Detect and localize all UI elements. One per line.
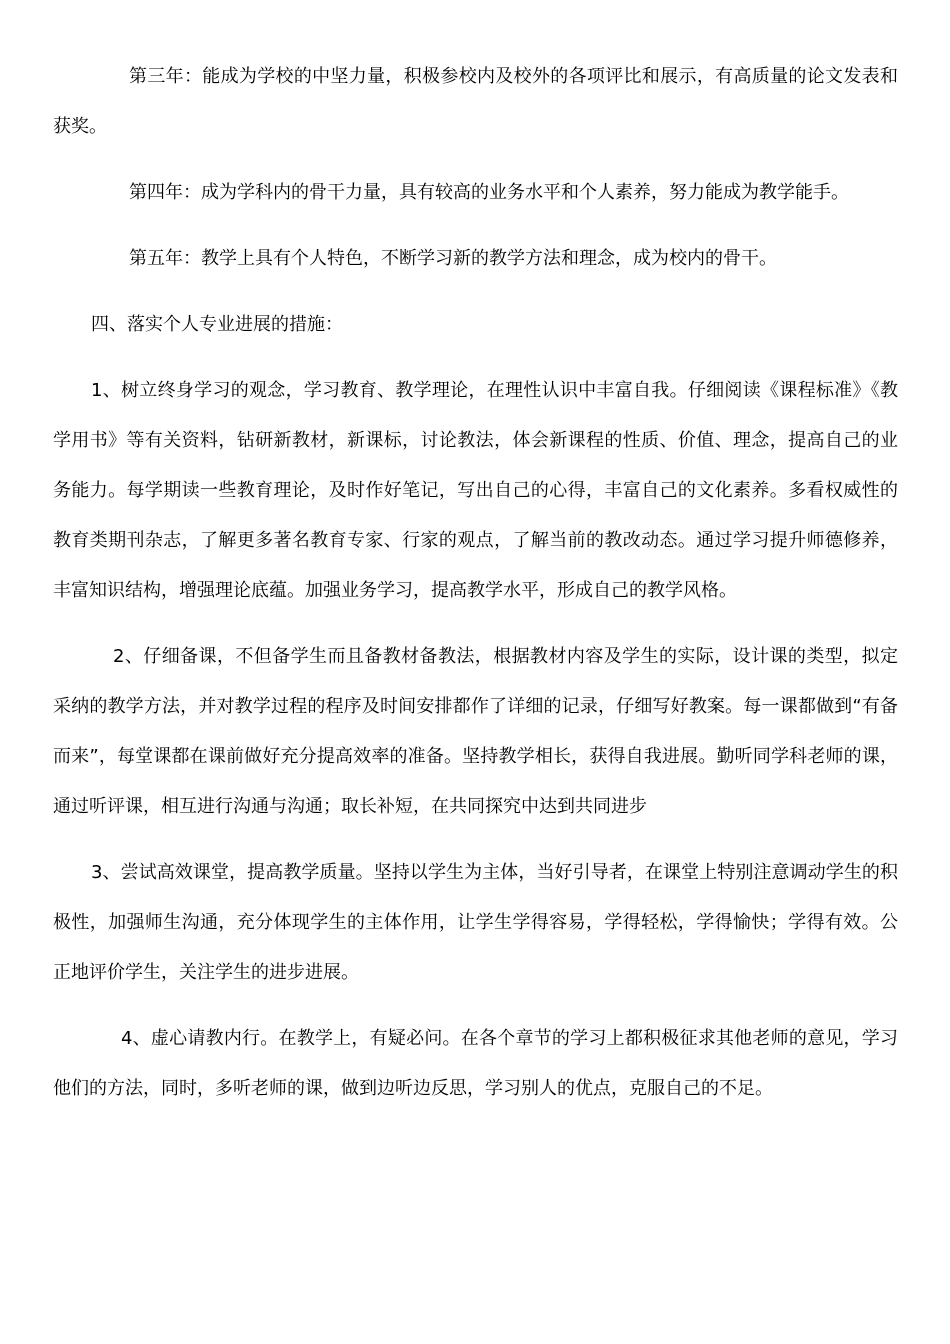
document-body [53, 52, 898, 1130]
paragraph-measure-two: 2、仔细备课，不但备学生而且备教材备教法，根据教材内容及学生的实际，设计课的类型，拟定采纳的教学方法，并对教学过程的程序及时间安排都作了详细的记录，仔细写好教案。每一课都做到“有备而来”，每堂课都在课前做好充分提高效率的准备。坚持教学相长，获得自我进展。勤听同学科老师的课，通过听评课，相互进行沟通与沟通；取长补短，在共同探究中达到共同进步 [53, 646, 898, 817]
paragraph-measure-three: 3、尝试高效课堂，提高教学质量。坚持以学生为主体，当好引导者，在课堂上特别注意调动学生的积极性，加强师生沟通，充分体现学生的主体作用，让学生学得容易，学得轻松，学得愉快；学得有效。公正地评价学生，关注学生的进步进展。 [53, 862, 898, 983]
paragraph-year-four: 第四年：成为学科内的骨干力量，具有较高的业务水平和个人素养，努力能成为教学能手。 [129, 182, 849, 203]
paragraph-year-five: 第五年：教学上具有个人特色，不断学习新的教学方法和理念，成为校内的骨干。 [129, 248, 777, 269]
paragraph-year-three: 第三年：能成为学校的中坚力量，积极参校内及校外的各项评比和展示，有高质量的论文发表和获奖。 [53, 66, 898, 137]
paragraph-measure-one: 1、树立终身学习的观念，学习教育、教学理论，在理性认识中丰富自我。仔细阅读《课程标准》《教学用书》等有关资料，钻研新教材，新课标，讨论教法，体会新课程的性质、价值、理念，提高自己的业务能力。每学期读一些教育理论，及时作好笔记，写出自己的心得，丰富自己的文化素养。多看权威性的教育类期刊杂志，了解更多著名教育专家、行家的观点，了解当前的教改动态。通过学习提升师德修养，丰富知识结构，增强理论底蕴。加强业务学习，提高教学水平，形成自己的教学风格。 [53, 380, 898, 601]
section-heading-measures: 四、落实个人专业进展的措施： [91, 314, 343, 335]
paragraph-measure-four: 4、虚心请教内行。在教学上，有疑必问。在各个章节的学习上都积极征求其他老师的意见，学习他们的方法，同时，多听老师的课，做到边听边反思，学习别人的优点，克服自己的不足。 [53, 1028, 898, 1099]
